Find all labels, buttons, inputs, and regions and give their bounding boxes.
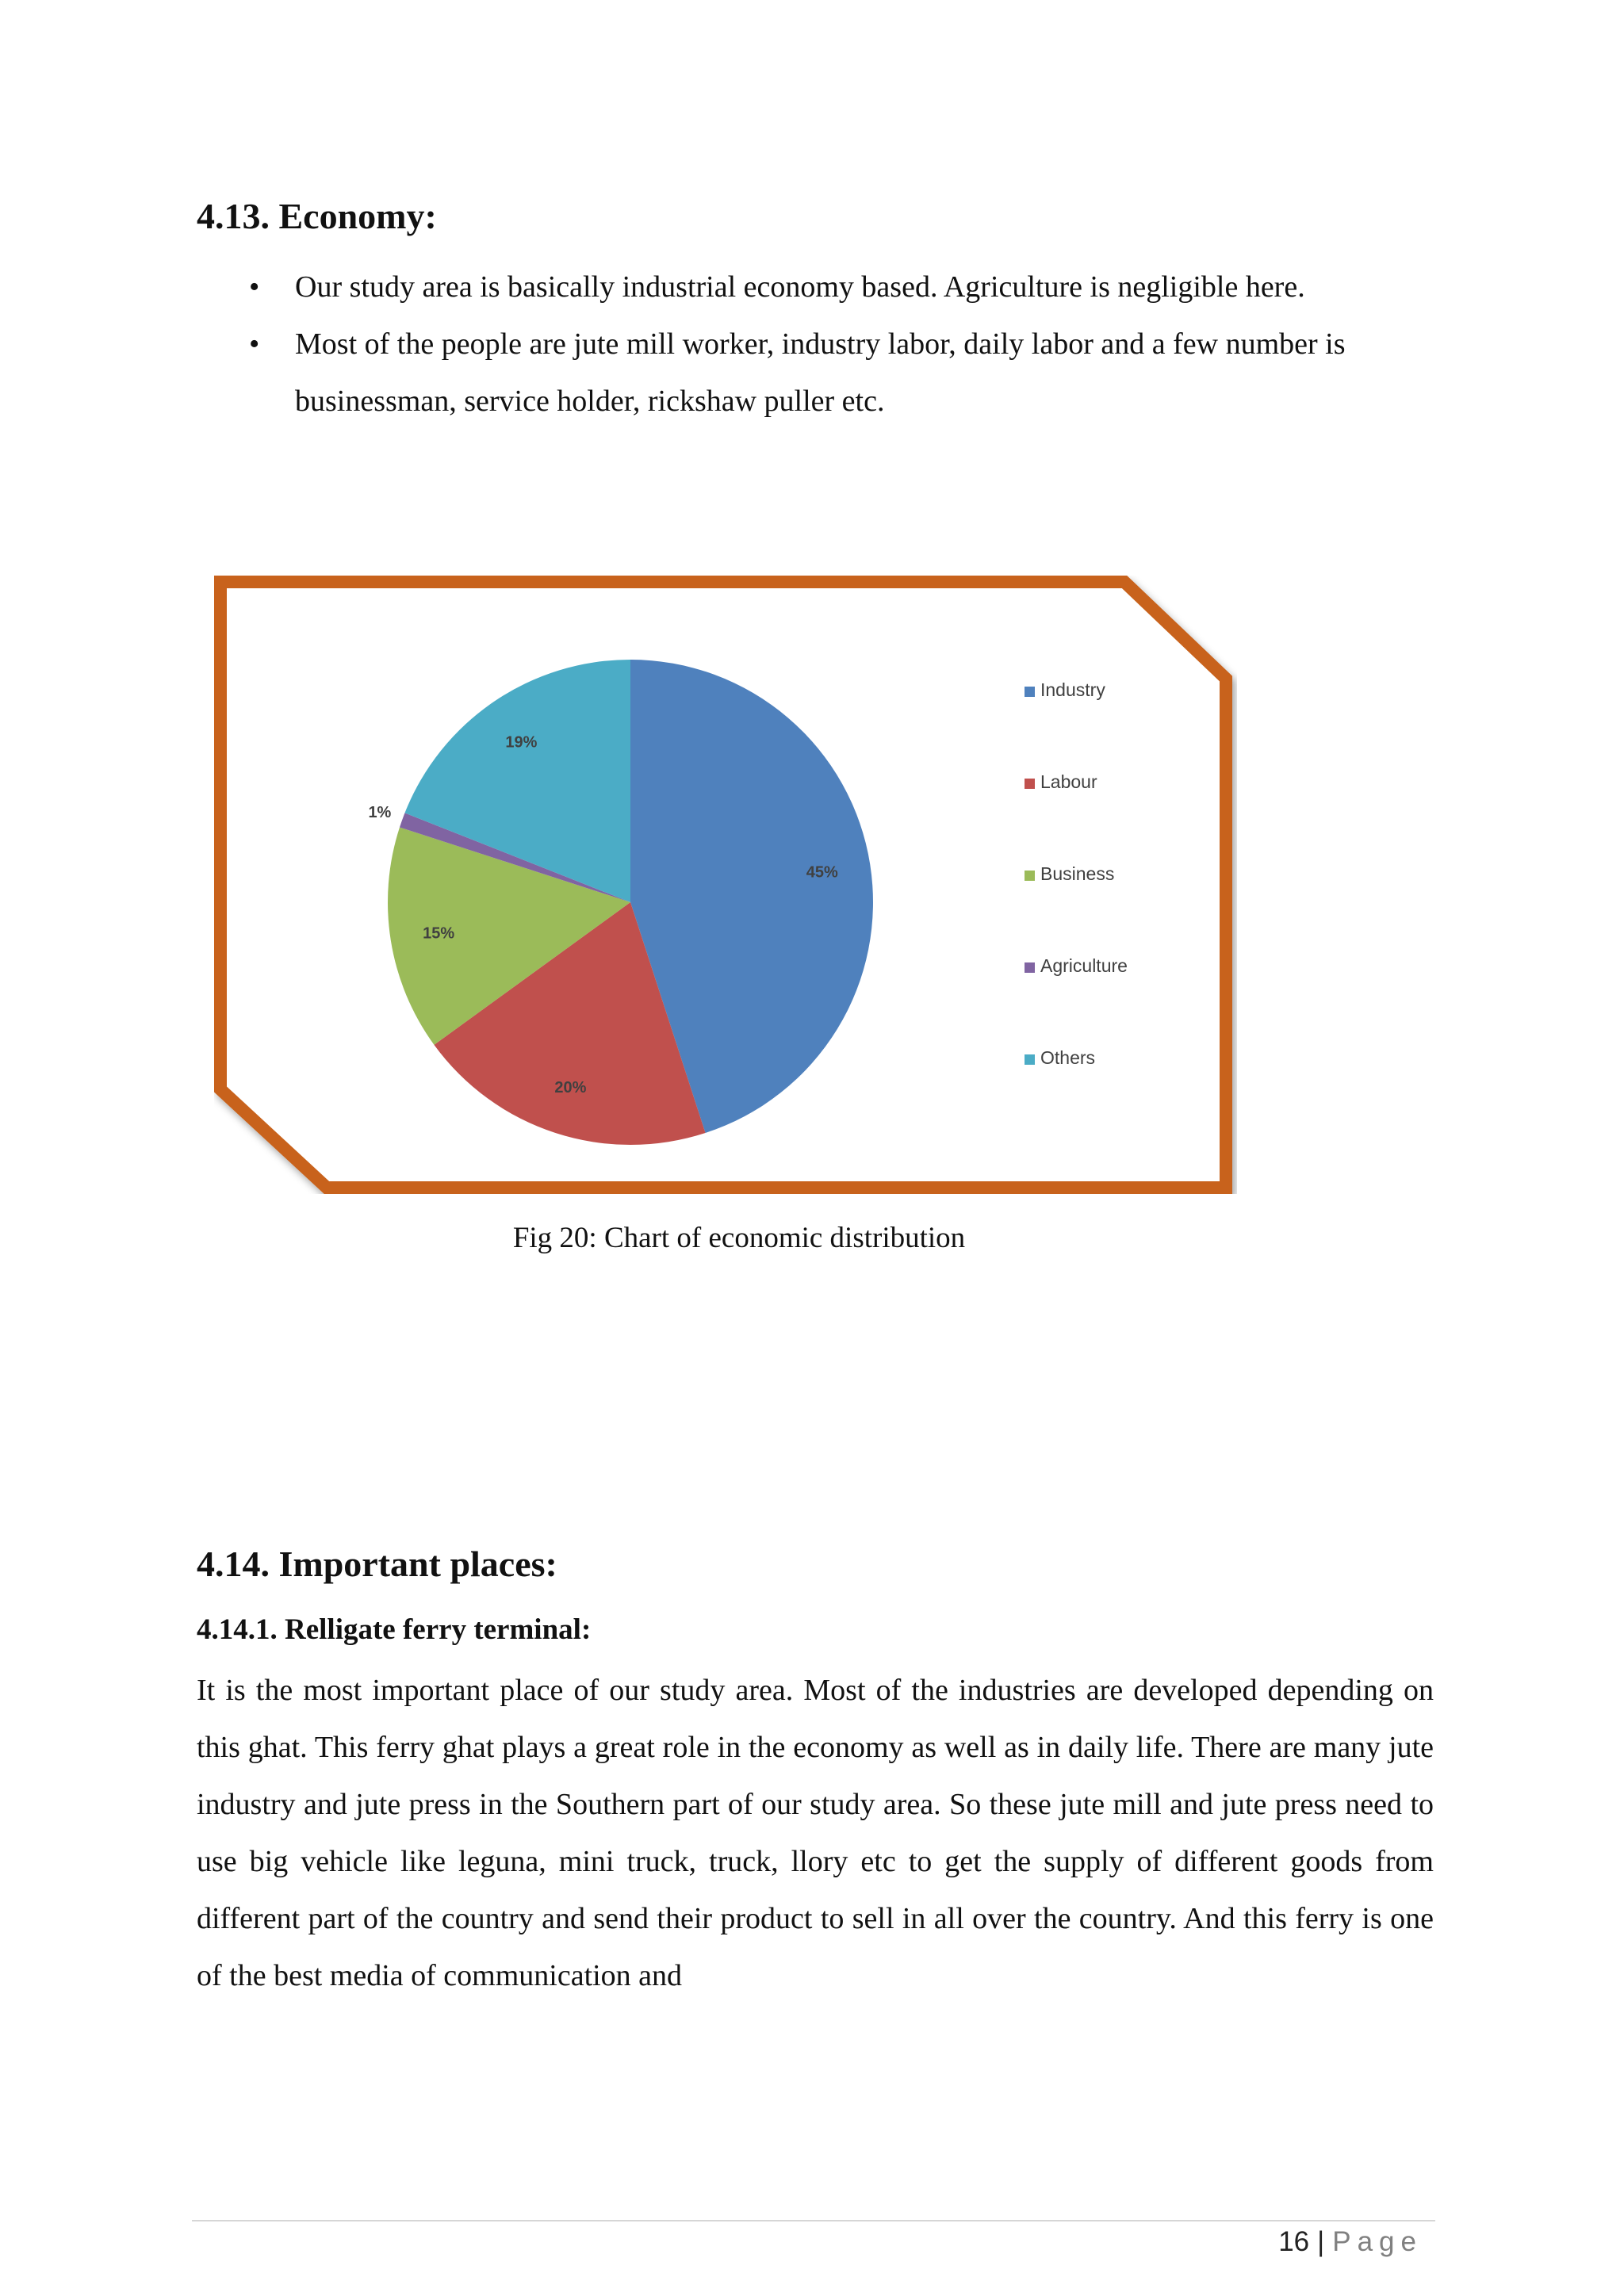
economy-bullet-list — [197, 258, 1434, 430]
ferry-terminal-paragraph: It is the most important place of our study area. Most of the industries are developed depending on this ghat. This ferry ghat plays a great role in the economy as well as in daily life. There are many jute industry and jute press in the Southern part of our study area. So these jute mill and jute press need to use big vehicle like leguna, mini truck, truck, llory etc to get the supply of different goods from different part of the country and send their product to sell in all over the country. And this ferry is one of the best media of communication and — [197, 1674, 1434, 1992]
slice-value-label: 15% — [423, 924, 455, 943]
page-number: 16 — [1278, 2226, 1310, 2257]
footer-separator: | — [1317, 2226, 1325, 2257]
legend-label: Agriculture — [1040, 955, 1128, 976]
subsection-heading-ferry-terminal: 4.14.1. Relligate ferry terminal: — [197, 1613, 592, 1646]
slice-value-label: 1% — [368, 804, 392, 822]
legend-label: Industry — [1040, 679, 1105, 700]
legend-label: Business — [1040, 863, 1115, 884]
legend-swatch — [1025, 1054, 1035, 1065]
legend-label: Others — [1040, 1047, 1096, 1068]
legend-swatch — [1025, 871, 1035, 881]
slice-value-label: 45% — [806, 863, 838, 882]
legend-swatch — [1025, 962, 1035, 973]
section-heading-economy: 4.13. Economy: — [197, 196, 437, 236]
legend-label: Labour — [1040, 771, 1097, 792]
legend-swatch — [1025, 687, 1035, 697]
section-heading-important-places: 4.14. Important places: — [197, 1544, 557, 1584]
economic-distribution-figure — [214, 576, 1237, 1194]
page-label: Page — [1332, 2226, 1423, 2257]
footer-divider — [192, 2220, 1435, 2221]
slice-value-label: 19% — [505, 733, 538, 752]
legend-swatch — [1025, 779, 1035, 789]
bullet-item: • Most of the people are jute mill worker, industry labor, daily labor and a few number is businessman, service holder, rickshaw puller etc. — [197, 316, 1434, 430]
figure-caption: Fig 20: Chart of economic distribution — [512, 1222, 966, 1254]
pie-chart — [214, 576, 1237, 1194]
slice-value-label: 20% — [554, 1078, 587, 1096]
bullet-item: • Our study area is basically industrial economy based. Agriculture is negligible here. — [197, 258, 1434, 316]
page-footer — [1278, 2226, 1423, 2258]
